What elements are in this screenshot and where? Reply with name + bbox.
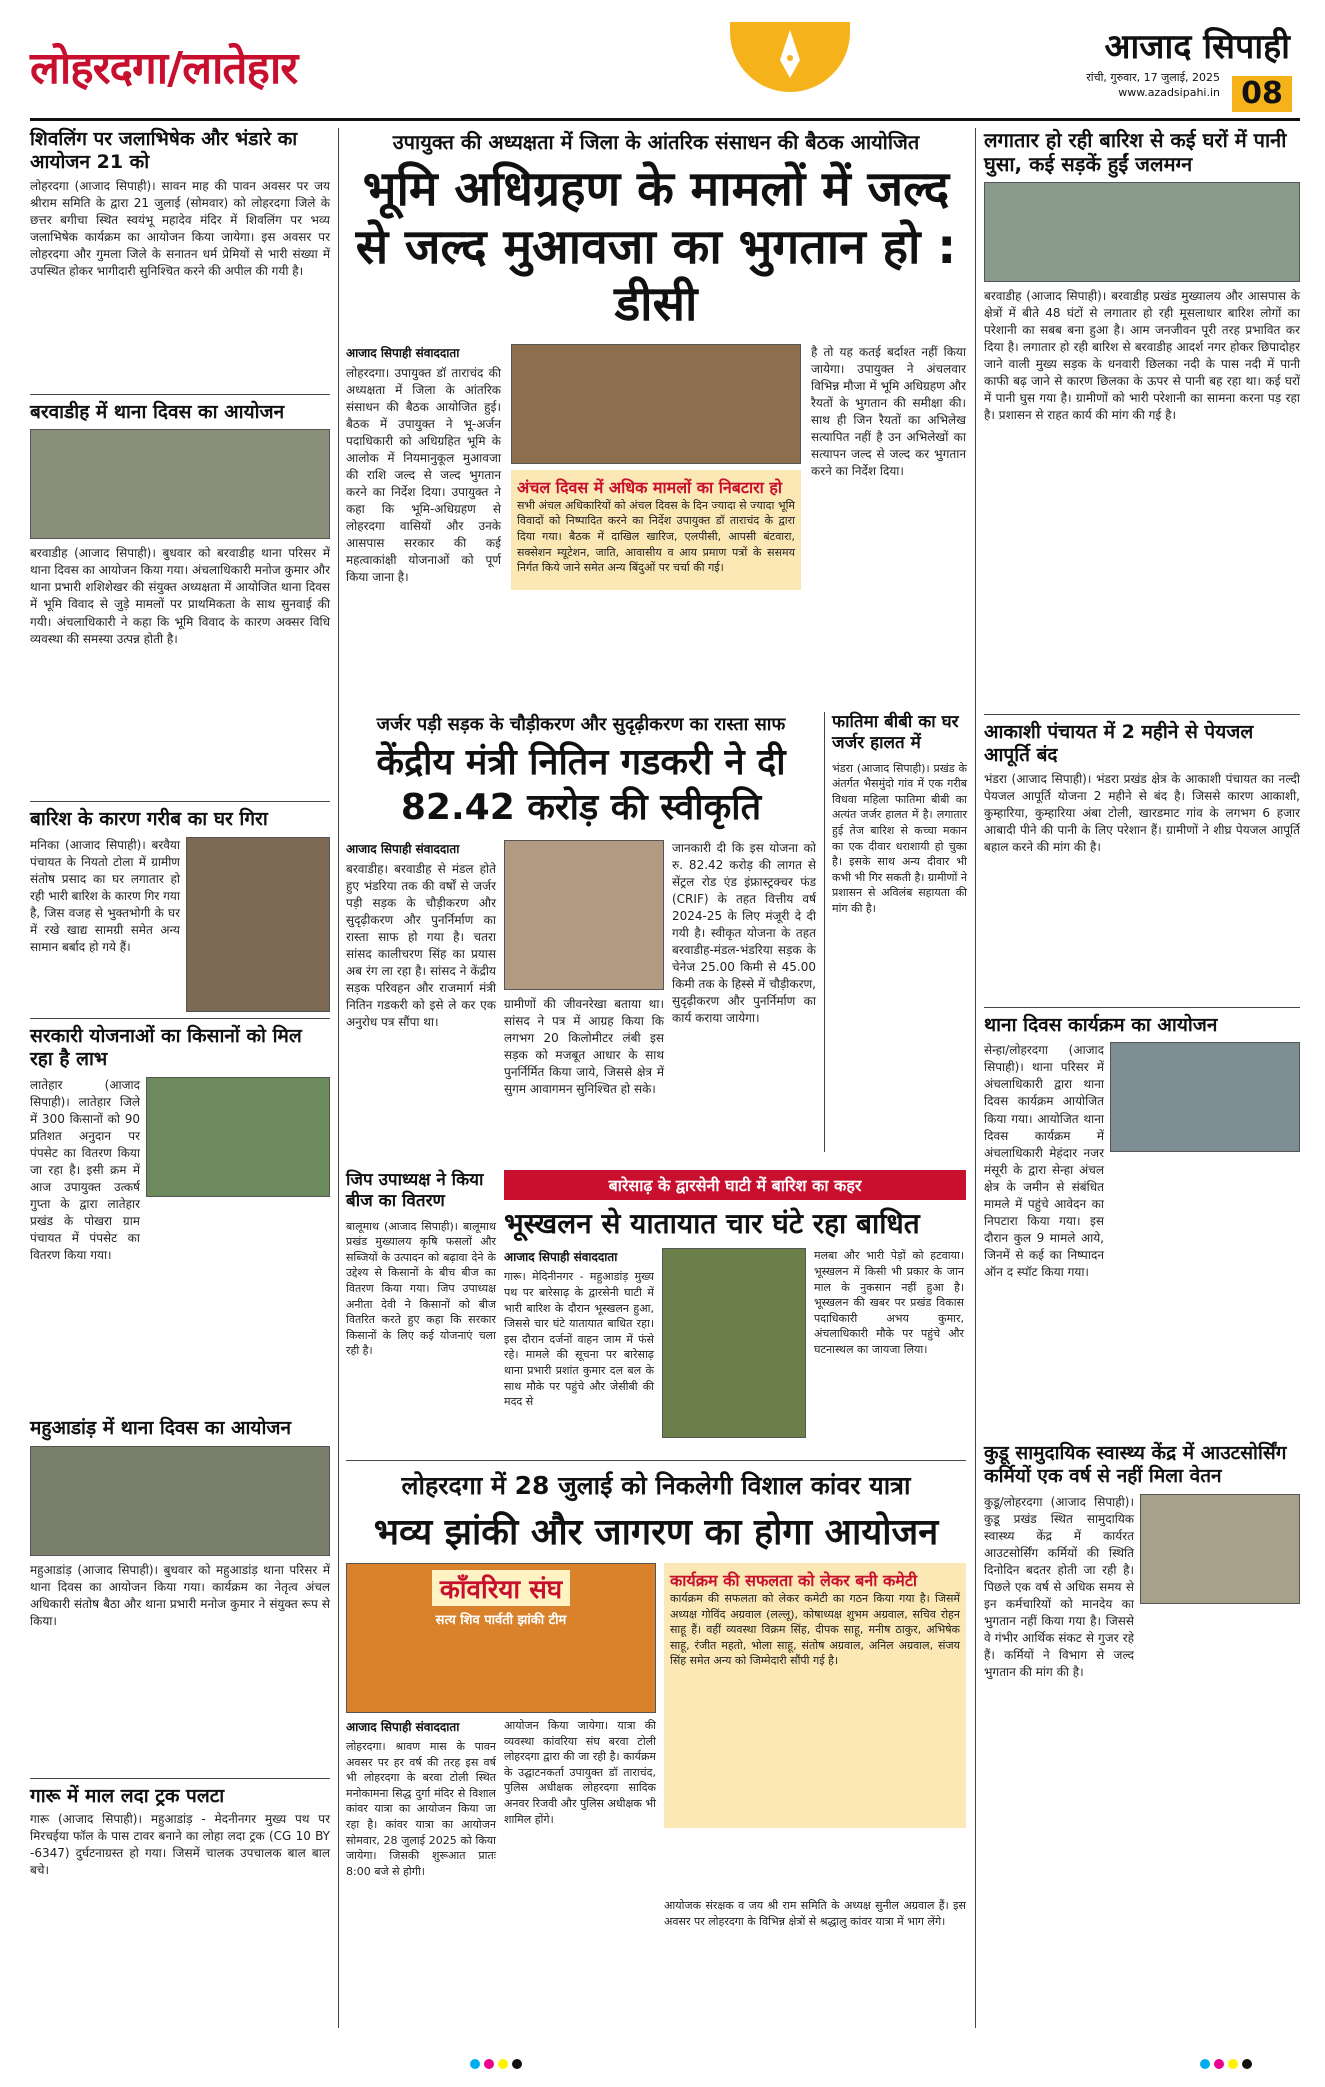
fatima-story bbox=[832, 712, 967, 1152]
landslide-headline: भूस्खलन से यातायात चार घंटे रहा बाधित bbox=[504, 1207, 920, 1240]
lead-sidebox bbox=[511, 470, 801, 590]
issue-date: रांची, गुरुवार, 17 जुलाई, 2025 bbox=[1086, 71, 1220, 84]
masthead bbox=[30, 22, 1300, 122]
gadkari-para-2: ग्रामीणों की जीवनरेखा बताया था। सांसद ने पत्र में आग्रह किया कि लगभग 20 किलोमीटर लंबी इस सड़क को मजबूत आधार के साथ पुनर्निर्मित किया जाये, जिससे क्षेत्र में सुगम आवागमन सुनिश्चित हो सके। bbox=[504, 997, 664, 1097]
gadkari-para-3: जानकारी दी कि इस योजना को रु. 82.42 करोड़ की लागत से सेंट्रल रोड एंड इंफ्रास्ट्रक्चर फंड (CRIF) के तहत वित्तीय वर्ष 2024-25 के लिए मंजूरी दे दी गयी है। स्वीकृत योजना के तहत बरवाडीह-मंडल-भंडरिया सड़क के चेनेज 25.00 किमी से 45.00 किमी तक के हिस्से में चौड़ीकरण, सुदृढ़ीकरण और पुनर्निर्माण का कार्य कराया जायेगा। bbox=[672, 841, 816, 1026]
kanwar-committee-title: कार्यक्रम की सफलता को लेकर बनी कमेटी bbox=[670, 1571, 918, 1590]
lead-para-1: लोहरदगा। उपायुक्त डॉ ताराचंद की अध्यक्षता में जिला के आंतरिक संसाधन की बैठक आयोजित हुई। बैठक में उपायुक्त ने भू-अर्जन पदाधिकारी को अधिग्रहित भूमि के आलोक में नियमानुकूल मुआवजा की राशि जल्द से जल्द भुगतान करने का निर्देश दिया। उपायुक्त ने कहा कि भूमि-अधिग्रहण से लोहरदगा वासियों और उनके आसपास सरकार की कई महत्वाकांक्षी योजनाओं को पूर्ण किया जाना है। bbox=[346, 365, 501, 585]
kanwar-para-2: आयोजन किया जायेगा। यात्रा की व्यवस्था कांवरिया संघ बरवा टोली लोहरदगा द्वारा की जा रही है। कार्यक्रम के उद्घाटनकर्ता उपायुक्त डॉ ताराचंद, पुलिस अधीक्षक लोहरदगा सादिक अनवर रिजवी और पुलिस अधीक्षक भी शामिल होंगे। bbox=[504, 1719, 656, 1826]
kanwar-para-3: आयोजक संरक्षक व जय श्री राम समिति के अध्यक्ष सुनील अग्रवाल हैं। इस अवसर पर लोहरदगा के विभिन्न क्षेत्रों से श्रद्धालु कांवर यात्रा में भाग लेंगे। bbox=[664, 1899, 966, 1928]
photo-mahuadand-thana bbox=[30, 1446, 330, 1556]
kanwar-committee-box bbox=[664, 1563, 966, 1828]
kanwar-headline-2: भव्य झांकी और जागरण का होगा आयोजन bbox=[373, 1512, 939, 1553]
jip-headline: जिप उपाध्यक्ष ने किया बीज का वितरण bbox=[346, 1170, 484, 1212]
photo-kudu-chc bbox=[1140, 1494, 1300, 1604]
jip-text: बालूमाथ (आजाद सिपाही)। बालूमाथ प्रखंड मुख्यालय कृषि फसलों और सब्जियों के उत्पादन को बढ़ावा देने के उद्देश्य से किसानों के बीच बीज का वितरण किया गया। जिप उपाध्यक्ष अनीता देवी ने किसानों को बीज वितरित करते हुए कहा कि सरकार किसानों के लिए कई योजनाएं चला रही है। bbox=[346, 1219, 496, 1358]
right-column bbox=[984, 128, 1300, 2038]
headline-jalabhishek: शिवलिंग पर जलाभिषेक और भंडारे का आयोजन 21 को bbox=[30, 128, 298, 173]
article-truck-palta: गारू (आजाद सिपाही)। महुआडांड़ - मेदनीनगर मुख्य पथ पर मिरचईया फॉल के पास टावर बनाने का लोहा लदा ट्रक (CG 10 BY -6347) दुर्घटनाग्रस्त हो गया। जिसमें चालक उपचालक बाल बाल बचे। bbox=[30, 1812, 330, 1878]
registration-marks-right bbox=[1200, 2059, 1252, 2069]
landslide-story bbox=[504, 1170, 966, 1450]
kanwar-poster bbox=[346, 1563, 656, 1713]
headline-peyjal: आकाशी पंचायत में 2 महीने से पेयजल आपूर्ति बंद bbox=[984, 721, 1254, 766]
headline-kudu: कुडू सामुदायिक स्वास्थ्य केंद्र में आउटसोर्सिंग कर्मियों एक वर्ष से नहीं मिला वेतन bbox=[984, 1442, 1287, 1488]
lead-para-3: है तो यह कतई बर्दाश्त नहीं किया जायेगा। उपायुक्त ने अंचलवार विभिन्न मौजा में भूमि अधिग्रहण और रैयतों के भुगतान की समीक्षा की। साथ ही जिन रैयतों का अभिलेख सत्यापित नहीं है उन अभिलेखों का सत्यापन जल्द से जल्द कर भुगतान करने का निर्देश दिया। bbox=[811, 344, 966, 478]
website-link[interactable]: www.azadsipahi.in bbox=[1118, 86, 1220, 99]
article-barish: बरवाडीह (आजाद सिपाही)। बरवाडीह प्रखंड मुख्यालय और आसपास के क्षेत्रों में बीते 48 घंटों से लगातार हो रही मूसलाधार बारिश लोगों का परेशानी का सबब बना हुआ है। आम जनजीवन पूरी तरह प्रभावित कर दिया है। लगातार हो रही बारिश से बरवाडीह आदर्श नगर होकर छिपादोहर जाने वाली मुख्य सड़क के धनवारी छिलका नदी के पास नदी में पानी काफी बढ़ जाने से कारण छिलका के ऊपर से पानी बह रहा था। कई घरों में पानी घुस गया है। ग्रामीणों को भारी परेशानी का सामना करना पड़ रहा है। प्रशासन से राहत कार्य की मांग की गई है। bbox=[984, 289, 1300, 423]
lead-story bbox=[346, 128, 966, 703]
landslide-para-1: गारू। मेदिनीनगर - महुआडांड़ मुख्य पथ पर बारेसाढ़ के द्वारसेनी घाटी में भारी बारिश के दौरान भूस्खलन हुआ, जिससे चार घंटे यातायात बाधित रहा। इस दौरान दर्जनों वाहन जाम में फंसे रहे। मामले की सूचना पर बारेसाढ़ थाना प्रभारी प्रशांत कुमार दल बल के साथ मौके पर पहुंचे और जेसीबी की मदद से bbox=[504, 1270, 654, 1409]
article-thana-diwas-intro: सेन्हा/लोहरदगा (आजाद सिपाही)। थाना परिसर में अंचलाधिकारी द्वारा थाना दिवस कार्यक्रम आयोजित किया गया। आयोजित थाना दिवस कार्यक्रम में अंचलाधिकारी मेहंदार नजर मंसूरी के द्वारा सेन्हा अंचल क्षेत्र के जमीन से संबंधित मामले में पहुंचे आवेदन का निपटारा किया गया। इस दौरान कुल 9 मामले आये, जिनमें से कई का निष्पादन ऑन द स्पॉट किया गया। bbox=[984, 1043, 1104, 1279]
headline-barwadih-thana: बरवाडीह में थाना दिवस का आयोजन bbox=[30, 400, 285, 423]
masthead-rule bbox=[30, 118, 1300, 121]
lead-sidebox-text: सभी अंचल अधिकारियों को अंचल दिवस के दिन ज्यादा से ज्यादा भूमि विवादों को निष्पादित करने का निर्देश उपायुक्त डॉ ताराचंद के द्वारा दिया गया। बैठक में दाखिल खारिज, एलपीसी, आपसी बंटवारा, सक्सेशन म्यूटेशन, जाति, आवासीय व आय प्रमाण पत्रों के ससमय निर्गत किये जाने समेत अन्य बिंदुओं पर चर्चा की गई। bbox=[517, 498, 795, 575]
article-peyjal: भंडरा (आजाद सिपाही)। भंडरा प्रखंड क्षेत्र के आकाशी पंचायत का नल्दी पेयजल आपूर्ति योजना 2 महीने से बंद है। जिससे कारण आकाशी, कुम्हारिया, कुम्हारिया अंबा टोली, खारडमाट गांव के लगभग 6 हजार आबादी पीने की पानी के लिए परेशान हैं। ग्रामीणों ने शीघ्र पेयजल आपूर्ति बहाल करने की मांग की है। bbox=[984, 771, 1300, 854]
poster-subtitle: सत्य शिव पार्वती झांकी टीम bbox=[435, 1613, 567, 1628]
kanwar-para-1: लोहरदगा। श्रावण मास के पावन अवसर पर हर वर्ष की तरह इस वर्ष भी लोहरदगा के बरवा टोली स्थित मनोकामना सिद्ध दुर्गा मंदिर से विशाल कांवर यात्रा का आयोजन किया जा रहा है। कांवर यात्रा का आयोजन सोमवार, 28 जुलाई 2025 को किया जायेगा। जिसकी शुरूआत प्रातः 8:00 बजे से होगी। bbox=[346, 1740, 496, 1878]
kanwar-committee-text: कार्यक्रम की सफलता को लेकर कमेटी का गठन किया गया है। जिसमें अध्यक्ष गोविंद अग्रवाल (लल्लू), कोषाध्यक्ष शुभम अग्रवाल, सचिव रोहन साहू हैं। वहीं व्यवस्था विक्रम सिंह, दीपक साहू, मनीष ठाकुर, अभिषेक साहू, रंजीत महतो, भोला साहू, संतोष अग्रवाल, अनिल अग्रवाल, संजय सिंह समेत अन्य को जिम्मेदारी सौंपी गई है। bbox=[670, 1592, 960, 1668]
article-jalabhishek: लोहरदगा (आजाद सिपाही)। सावन माह की पावन अवसर पर जय श्रीराम समिति के द्वारा 21 जुलाई (सोमवार) को लोहरदगा जिले के छत्तर बगीचा स्थित स्वयंभू महादेव मंदिर में शिवलिंग पर भव्य जलाभिषेक कार्यक्रम का आयोजन किया जायेगा। इस अवसर पर लोहरदगा और गुमला जिले के सनातन धर्म प्रेमियों से भारी संख्या में उपस्थित होकर भागीदारी सुनिश्चित करने की अपील की गयी है। bbox=[30, 178, 330, 278]
lead-sidebox-title: अंचल दिवस में अधिक मामलों का निबटारा हो bbox=[517, 477, 783, 497]
left-column bbox=[30, 128, 330, 2038]
kanwar-headline-1: लोहरदगा में 28 जुलाई को निकलेगी विशाल कांवर यात्रा bbox=[401, 1471, 911, 1500]
photo-gadkari-meeting bbox=[504, 840, 664, 990]
photo-barwadih-thana bbox=[30, 429, 330, 539]
landslide-kicker: बारेसाढ़ के द्वारसेनी घाटी में बारिश का कहर bbox=[504, 1170, 966, 1200]
photo-pumpset bbox=[146, 1077, 330, 1197]
headline-truck-palta: गारू में माल लदा ट्रक पलटा bbox=[30, 1784, 225, 1807]
gadkari-story bbox=[346, 712, 816, 1162]
headline-thana-diwas: थाना दिवस कार्यक्रम का आयोजन bbox=[984, 1013, 1218, 1036]
landslide-para-2: मलबा और भारी पेड़ों को हटवाया। भूस्खलन में किसी भी प्रकार के जान माल के नुकसान नहीं हुआ है। भूस्खलन की खबर पर प्रखंड विकास पदाधिकारी अभय कुमार, अंचलाधिकारी मौके पर पहुंचे और घटनास्थल का जायजा लिया। bbox=[814, 1249, 964, 1357]
headline-sarkari-yojana: सरकारी योजनाओं का किसानों को मिल रहा है लाभ bbox=[30, 1025, 302, 1070]
gadkari-para-1: बरवाडीह। बरवाडीह से मंडल होते हुए भंडरिया तक की वर्षों से जर्जर पड़ी सड़क के चौड़ीकरण और सुदृढ़ीकरण और पुनर्निर्माण का रास्ता साफ हो गया है। चतरा सांसद कालीचरण सिंह का प्रयास अब रंग ला रहा है। सांसद ने केंद्रीय सड़क परिवहन और राजमार्ग मंत्री नितिन गडकरी को इसे ले कर एक अनुरोध पत्र सौंपा था। bbox=[346, 862, 496, 1030]
registration-marks-left bbox=[470, 2059, 522, 2069]
article-ghar-gira: मनिका (आजाद सिपाही)। बरवैया पंचायत के नियतो टोला में ग्रामीण संतोष प्रसाद का घर लगातार हो रही भारी बारिश के कारण गिर गया है, जिस वजह से भुक्तभोगी के घर में रखे खाद्य सामग्री समेत अन्य सामान बर्बाद हो गये हैं। bbox=[30, 838, 180, 955]
photo-thana-diwas bbox=[1110, 1042, 1300, 1152]
jip-story bbox=[346, 1170, 496, 1450]
lead-headline: भूमि अधिग्रहण के मामलों में जल्द से जल्द मुआवजा का भुगतान हो : डीसी bbox=[355, 161, 957, 333]
headline-barish: लगातार हो रही बारिश से कई घरों में पानी घुसा, कई सड़कें हुईं जलमग्न bbox=[984, 128, 1287, 176]
gadkari-kicker: जर्जर पड़ी सड़क के चौड़ीकरण और सुदृढ़ीकरण का रास्ता साफ bbox=[376, 714, 786, 735]
kanwar-byline: आजाद सिपाही संवाददाता bbox=[346, 1720, 460, 1734]
gadkari-byline: आजाद सिपाही संवाददाता bbox=[346, 842, 460, 856]
headline-ghar-gira: बारिश के कारण गरीब का घर गिरा bbox=[30, 808, 268, 831]
kanwar-story bbox=[346, 1468, 966, 2028]
photo-dc-meeting bbox=[511, 344, 801, 464]
fatima-headline: फातिमा बीबी का घर जर्जर हालत में bbox=[832, 712, 959, 754]
headline-mahuadand-thana: महुआडांड़ में थाना दिवस का आयोजन bbox=[30, 1416, 292, 1439]
photo-landslide bbox=[662, 1248, 806, 1438]
article-mahuadand-thana: महुआडांड़ (आजाद सिपाही)। बुधवार को महुआडांड़ थाना परिसर में थाना दिवस का आयोजन किया गया। कार्यक्रम का नेतृत्व अंचल अधिकारी संतोष बैठा और थाना प्रभारी मनोज कुमार ने संयुक्त रूप से किया। bbox=[30, 1562, 330, 1628]
article-barwadih-thana: बरवाडीह (आजाद सिपाही)। बुधवार को बरवाडीह थाना परिसर में थाना दिवस का आयोजन किया गया। अंचलाधिकारी मनोज कुमार और थाना प्रभारी शशिशेखर की संयुक्त अध्यक्षता में आयोजित थाना दिवस में भूमि विवाद से जुड़े मामलों पर प्राथमिकता के साथ सुनवाई की गयी। अंचलाधिकारी ने कहा कि भूमि विवाद के कारण अक्सर विधि व्यवस्था की समस्या उत्पन्न होती है। bbox=[30, 546, 330, 646]
landslide-byline: आजाद सिपाही संवाददाता bbox=[504, 1250, 618, 1265]
brand-name: आजाद सिपाही bbox=[1104, 27, 1290, 67]
gadkari-headline: केंद्रीय मंत्री नितिन गडकरी ने दी 82.42 करोड़ की स्वीकृति bbox=[376, 742, 786, 828]
lead-byline: आजाद सिपाही संवाददाता bbox=[346, 345, 460, 360]
poster-title: काँवरिया संघ bbox=[432, 1570, 570, 1606]
article-sarkari-yojana: लातेहार (आजाद सिपाही)। लातेहार जिले में 300 किसानों को 90 प्रतिशत अनुदान पर पंपसेट का वितरण किया जा रहा है। इसी क्रम में आज उपायुक्त उत्कर्ष गुप्ता के द्वारा लातेहार प्रखंड के पोखरा ग्राम पंचायत में पंपसेट का वितरण किया गया। bbox=[30, 1077, 140, 1263]
pen-nib-logo bbox=[730, 22, 850, 102]
section-title: लोहरदगा/लातेहार bbox=[30, 43, 298, 94]
lead-kicker: उपायुक्त की अध्यक्षता में जिला के आंतरिक संसाधन की बैठक आयोजित bbox=[392, 130, 920, 154]
fatima-text: भंडरा (आजाद सिपाही)। प्रखंड के अंतर्गत भैसमुंदो गांव में एक गरीब विधवा महिला फातिमा बीबी का अत्यंत जर्जर हालत में है। लगातार हुई तेज बारिश से कच्चा मकान का एक दीवार धराशायी हो चुका है। इसके साथ अन्य दीवार भी कभी भी गिर सकती है। ग्रामीणों ने प्रशासन से अविलंब सहायता की मांग की है। bbox=[832, 761, 967, 915]
article-kudu: कुडू/लोहरदगा (आजाद सिपाही)। कुडू प्रखंड स्थित सामुदायिक स्वास्थ्य केंद्र में कार्यरत आउटसोर्सिंग कर्मियों की स्थिति दिनोदिन बदतर होती जा रही है। पिछले एक वर्ष से अधिक समय से इन कर्मचारियों को मानदेय का भुगतान नहीं किया गया है। जिससे वे गंभीर आर्थिक संकट से गुजर रहे हैं। कर्मियों ने विभाग से जल्द भुगतान की मांग की है। bbox=[984, 1494, 1134, 1680]
photo-ghar-gira bbox=[186, 837, 330, 1012]
photo-flood bbox=[984, 182, 1300, 282]
page-number: 08 bbox=[1232, 76, 1292, 112]
